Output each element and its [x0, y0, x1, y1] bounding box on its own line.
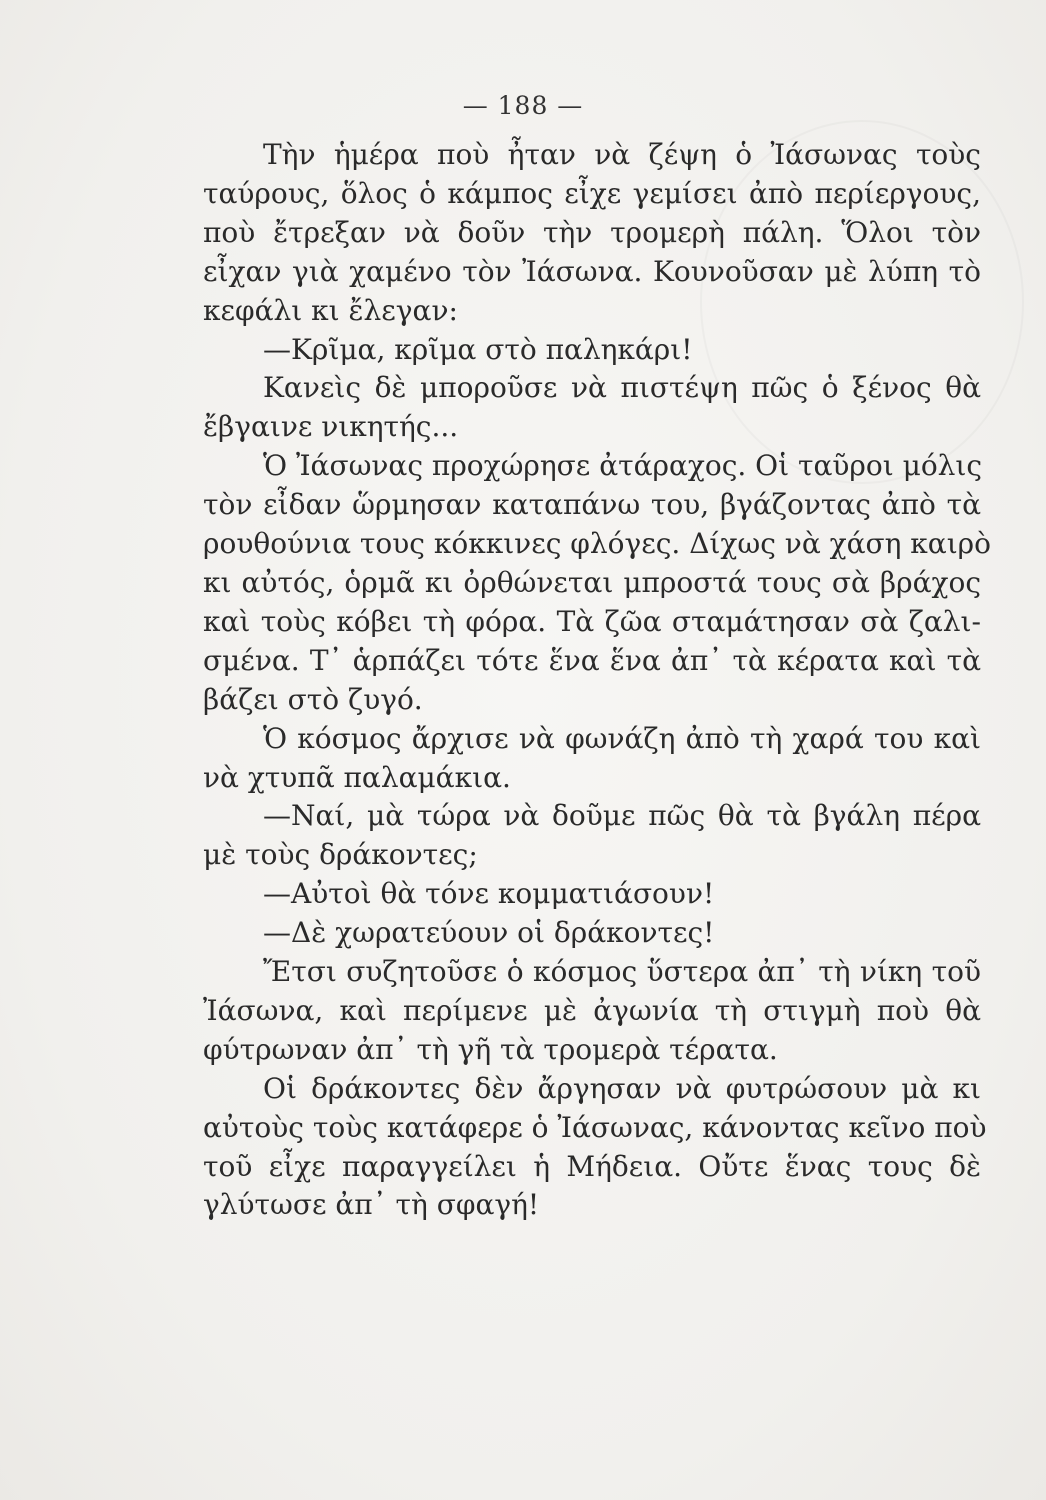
text-line: κι αὐτός, ὁρμᾶ κι ὀρθώνεται μπροστά τους σὰ βράχος	[203, 565, 981, 599]
text-line: μὲ τοὺς δράκοντες;	[203, 838, 478, 872]
paragraph	[203, 447, 991, 719]
text-line: Ἰάσωνα, καὶ περίμενε μὲ ἀγωνία τὴ στιγμὴ ποὺ θὰ	[203, 993, 981, 1027]
paragraph	[203, 1070, 987, 1226]
text-line: Ἔτσι συζητοῦσε ὁ κόσμος ὕστερα ἀπ᾽ τὴ νίκη τοῦ	[263, 955, 981, 989]
paragraph	[203, 953, 981, 1070]
text-line: ποὺ ἔτρεξαν νὰ δοῦν τὴν τρομερὴ πάλη. Ὅλοι τὸν	[203, 215, 981, 249]
text-line: ρουθούνια τους κόκκινες φλόγες. Δίχως νὰ χάση καιρὸ	[203, 527, 991, 561]
text-line: κεφάλι κι ἔλεγαν:	[203, 293, 458, 327]
text-line: βάζει στὸ ζυγό.	[203, 682, 423, 716]
page-number: — 188 —	[462, 91, 584, 120]
text-line: Κανεὶς δὲ μποροῦσε νὰ πιστέψη πῶς ὁ ξένος θὰ	[263, 371, 981, 405]
text-line: Ὁ κόσμος ἄρχισε νὰ φωνάζη ἀπὸ τὴ χαρά του καὶ	[263, 721, 981, 755]
text-line: εἶχαν γιὰ χαμένο τὸν Ἰάσωνα. Κουνοῦσαν μὲ λύπη τὸ	[203, 254, 981, 288]
text-line: ἔβγαινε νικητής...	[203, 410, 459, 444]
paragraph	[203, 136, 981, 331]
text-line: σμένα. Τ᾽ ἁρπάζει τότε ἕνα ἕνα ἀπ᾽ τὰ κέρατα καὶ τὰ	[203, 643, 981, 677]
text-line: τοῦ εἶχε παραγγείλει ἡ Μήδεια. Οὔτε ἕνας τους δὲ	[203, 1149, 981, 1183]
text-line: —Αὐτοὶ θὰ τόνε κομματιάσουν!	[263, 877, 715, 911]
text-line: Τὴν ἡμέρα ποὺ ἦταν νὰ ζέψη ὁ Ἰάσωνας τοὺς	[263, 138, 981, 171]
text-line: καὶ τοὺς κόβει τὴ φόρα. Τὰ ζῶα σταμάτησαν σὰ ζαλι-	[203, 604, 981, 638]
text-line: —Δὲ χωρατεύουν οἱ δράκοντες!	[263, 916, 715, 950]
text-line: Οἱ δράκοντες δὲν ἄργησαν νὰ φυτρώσουν μὰ κι	[263, 1071, 981, 1105]
text-line: τὸν εἶδαν ὥρμησαν καταπάνω του, βγάζοντας ἀπὸ τὰ	[203, 488, 981, 522]
text-line: αὐτοὺς τοὺς κατάφερε ὁ Ἰάσωνας, κάνοντας κεῖνο ποὺ	[203, 1110, 987, 1144]
text-line: —Ναί, μὰ τώρα νὰ δοῦμε πῶς θὰ τὰ βγάλη πέρα	[263, 799, 981, 833]
paragraph	[203, 875, 981, 914]
body-text	[203, 136, 991, 1225]
text-line: ταύρους, ὅλος ὁ κάμπος εἶχε γεμίσει ἀπὸ περίεργους,	[203, 176, 981, 210]
text-line: φύτρωναν ἀπ᾽ τὴ γῆ τὰ τρομερὰ τέρατα.	[203, 1032, 778, 1066]
paragraph	[203, 369, 981, 447]
paragraph	[203, 914, 981, 953]
text-line: Ὁ Ἰάσωνας προχώρησε ἀτάραχος. Οἱ ταῦροι μόλις	[263, 449, 983, 483]
paragraph	[203, 797, 981, 875]
text-line: νὰ χτυπᾶ παλαμάκια.	[203, 760, 511, 794]
paragraph	[203, 331, 981, 370]
paragraph	[203, 720, 981, 798]
text-line: —Κρῖμα, κρῖμα στὸ παληκάρι!	[263, 332, 693, 366]
text-line: γλύτωσε ἀπ᾽ τὴ σφαγή!	[203, 1188, 540, 1222]
